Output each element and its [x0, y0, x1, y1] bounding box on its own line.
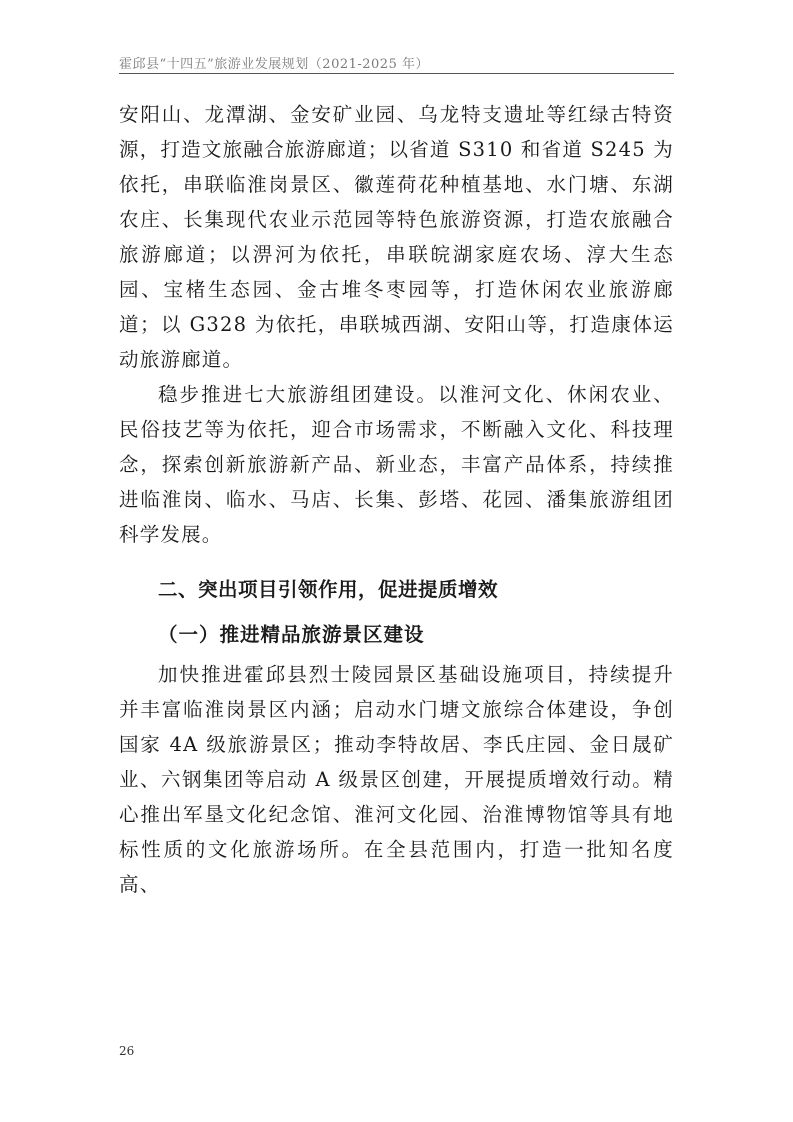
running-header: 霍邱县“十四五”旅游业发展规划（2021-2025 年） [119, 57, 429, 72]
section-spacer [119, 552, 674, 572]
body-paragraph-3: 加快推进霍邱县烈士陵园景区基础设施项目，持续提升并丰富临淮岗景区内涵；启动水门塘文旅综合体建设，争创国家 4A 级旅游景区；推动李特故居、李氏庄园、金日晟矿业、六钢集团等启动 A 级景区创建，开展提质增效行动。精心推出军垦文化纪念馆、淮河文化园、治淮博物馆等具有地标性质的文化旅游场所。在全县范围内，打造一批知名度高、 [119, 663, 674, 896]
body-paragraph-1: 安阳山、龙潭湖、金安矿业园、乌龙特支遗址等红绿古特资源，打造文旅融合旅游廊道；以省道 S310 和省道 S245 为依托，串联临淮岗景区、徽莲荷花种植基地、水门塘、东湖农庄、长集现代农业示范园等特色旅游资源，打造农旅融合旅游廊道；以淠河为依托，串联皖湖家庭农场、淳大生态园、宝楮生态园、金古堆冬枣园等，打造休闲农业旅游廊道；以 G328 为依托，串联城西湖、安阳山等，打造康体运动旅游廊道。 [119, 103, 674, 371]
subsection-heading: （一）推进精品旅游景区建设 [158, 623, 425, 646]
section-heading: 二、突出项目引领作用，促进提质增效 [158, 578, 499, 601]
subsection-spacer [119, 607, 674, 617]
page-body [119, 97, 674, 902]
page-number: 26 [119, 1044, 135, 1058]
body-paragraph-2: 稳步推进七大旅游组团建设。以淮河文化、休闲农业、民俗技艺等为依托，迎合市场需求，不断融入文化、科技理念，探索创新旅游新产品、新业态，丰富产品体系，持续推进临淮岗、临水、马店、长集、彭塔、花园、潘集旅游组团科学发展。 [119, 383, 674, 546]
header-rule [119, 73, 674, 74]
